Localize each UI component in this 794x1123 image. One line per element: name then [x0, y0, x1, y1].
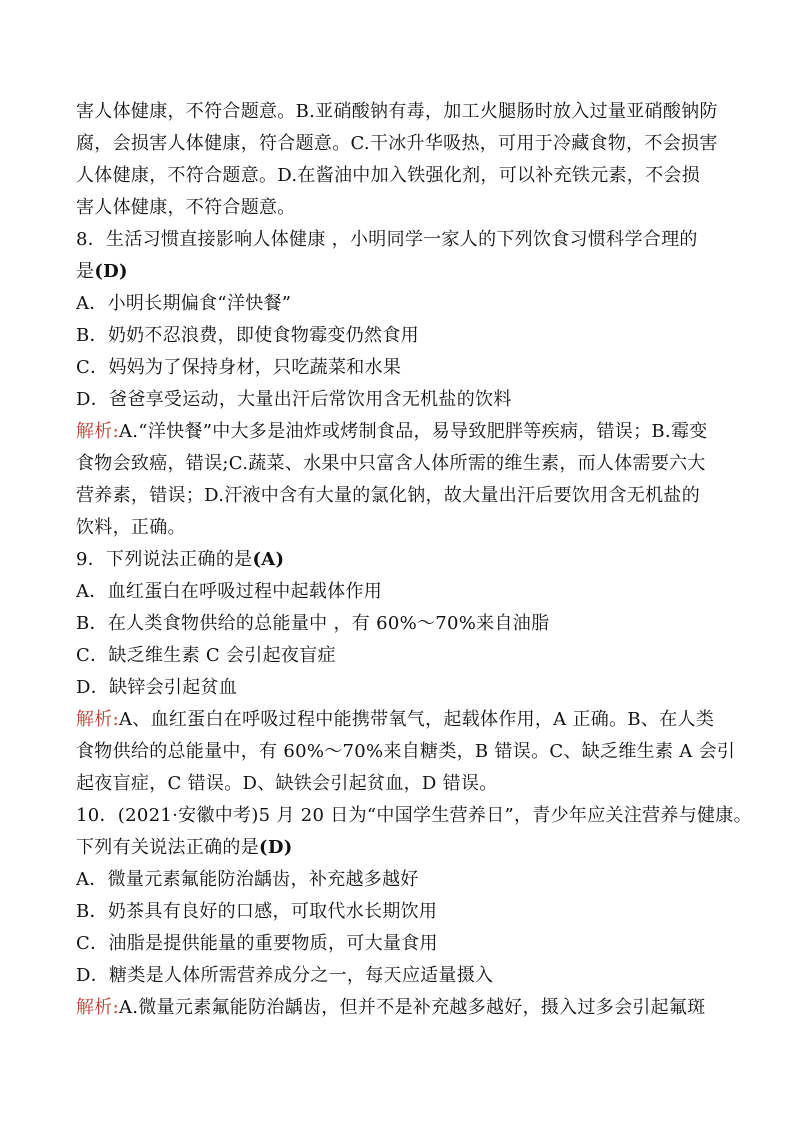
q9-analysis-text: A、血红蛋白在呼吸过程中能携带氧气，起载体作用，A 正确。B、在人类: [118, 709, 715, 730]
q9-option-d: D．缺锌会引起贫血: [76, 677, 238, 698]
q9-stem: 9．下列说法正确的是: [76, 549, 253, 570]
intro-line: 害人体健康，不符合题意。B.亚硝酸钠有毒，加工火腿肠时放入过量亚硝酸钠防: [76, 101, 718, 122]
q10-stem-tail: 下列有关说法正确的是: [76, 837, 259, 858]
q8-stem-line: 8．生活习惯直接影响人体健康 ，小明同学一家人的下列饮食习惯科学合理的: [76, 229, 698, 250]
q8-stem-line-2: [76, 256, 726, 288]
q9-stem-line: [76, 544, 726, 576]
q9-analysis-line: 食物供给的总能量中，有 60%～70%来自糖类，B 错误。C、缺乏维生素 A 会引: [76, 741, 736, 762]
q8-option-c: C．妈妈为了保持身材，只吃蔬菜和水果: [76, 357, 402, 378]
q10-answer: (D): [259, 837, 293, 858]
q10-option-a: A．微量元素氟能防治龋齿，补充越多越好: [76, 869, 419, 890]
q8-option-b: B．奶奶不忍浪费，即使食物霉变仍然食用: [76, 325, 419, 346]
q8-analysis-line: 饮料，正确。: [76, 517, 186, 538]
q10-analysis-text: A.微量元素氟能防治龋齿，但并不是补充越多越好，摄入过多会引起氟斑: [118, 997, 706, 1018]
q8-option-d: D．爸爸享受运动，大量出汗后常饮用含无机盐的饮料: [76, 389, 512, 410]
q10-analysis-label: 解析:: [76, 997, 119, 1018]
q9-option-a: A．血红蛋白在呼吸过程中起载体作用: [76, 581, 383, 602]
intro-line: 人体健康，不符合题意。D.在酱油中加入铁强化剂，可以补充铁元素，不会损: [76, 165, 701, 186]
q9-answer: (A): [252, 549, 285, 570]
document-content: [76, 96, 752, 1024]
q8-answer: (D): [94, 261, 128, 282]
q8-analysis-line: 营养素，错误；D.汗液中含有大量的氯化钠，故大量出汗后要饮用含无机盐的: [76, 485, 701, 506]
q9-option-b: B．在人类食物供给的总能量中 ，有 60%～70%来自油脂: [76, 613, 550, 634]
q10-option-c: C．油脂是提供能量的重要物质，可大量食用: [76, 933, 438, 954]
q8-analysis-line: 食物会致癌，错误;C.蔬菜、水果中只富含人体所需的维生素，而人体需要六大: [76, 453, 706, 474]
q8-analysis-text: A.“洋快餐”中大多是油炸或烤制食品，易导致肥胖等疾病，错误；B.霉变: [118, 421, 708, 442]
q8-stem-tail: 是: [76, 261, 95, 282]
q9-option-c: C．缺乏维生素 C 会引起夜盲症: [76, 645, 336, 666]
q10-option-b: B．奶茶具有良好的口感，可取代水长期饮用: [76, 901, 438, 922]
q10-stem-line: 10．(2021·安徽中考)5 月 20 日为“中国学生营养日”，青少年应关注营养与健康。: [76, 805, 752, 826]
q10-option-d: D．糖类是人体所需营养成分之一，每天应适量摄入: [76, 965, 494, 986]
q9-analysis-line: [76, 704, 726, 736]
q8-analysis-label: 解析:: [76, 421, 119, 442]
q8-option-a: A．小明长期偏食“洋快餐”: [76, 293, 292, 314]
q9-analysis-line: 起夜盲症，C 错误。D、缺铁会引起贫血，D 错误。: [76, 773, 498, 794]
intro-line: 害人体健康，不符合题意。: [76, 197, 296, 218]
intro-line: 腐，会损害人体健康，符合题意。C.干冰升华吸热，可用于冷藏食物，不会损害: [76, 133, 718, 154]
q10-analysis-line: [76, 992, 726, 1024]
q8-analysis-line: [76, 416, 726, 448]
q10-stem-line-2: [76, 832, 726, 864]
q9-analysis-label: 解析:: [76, 709, 119, 730]
